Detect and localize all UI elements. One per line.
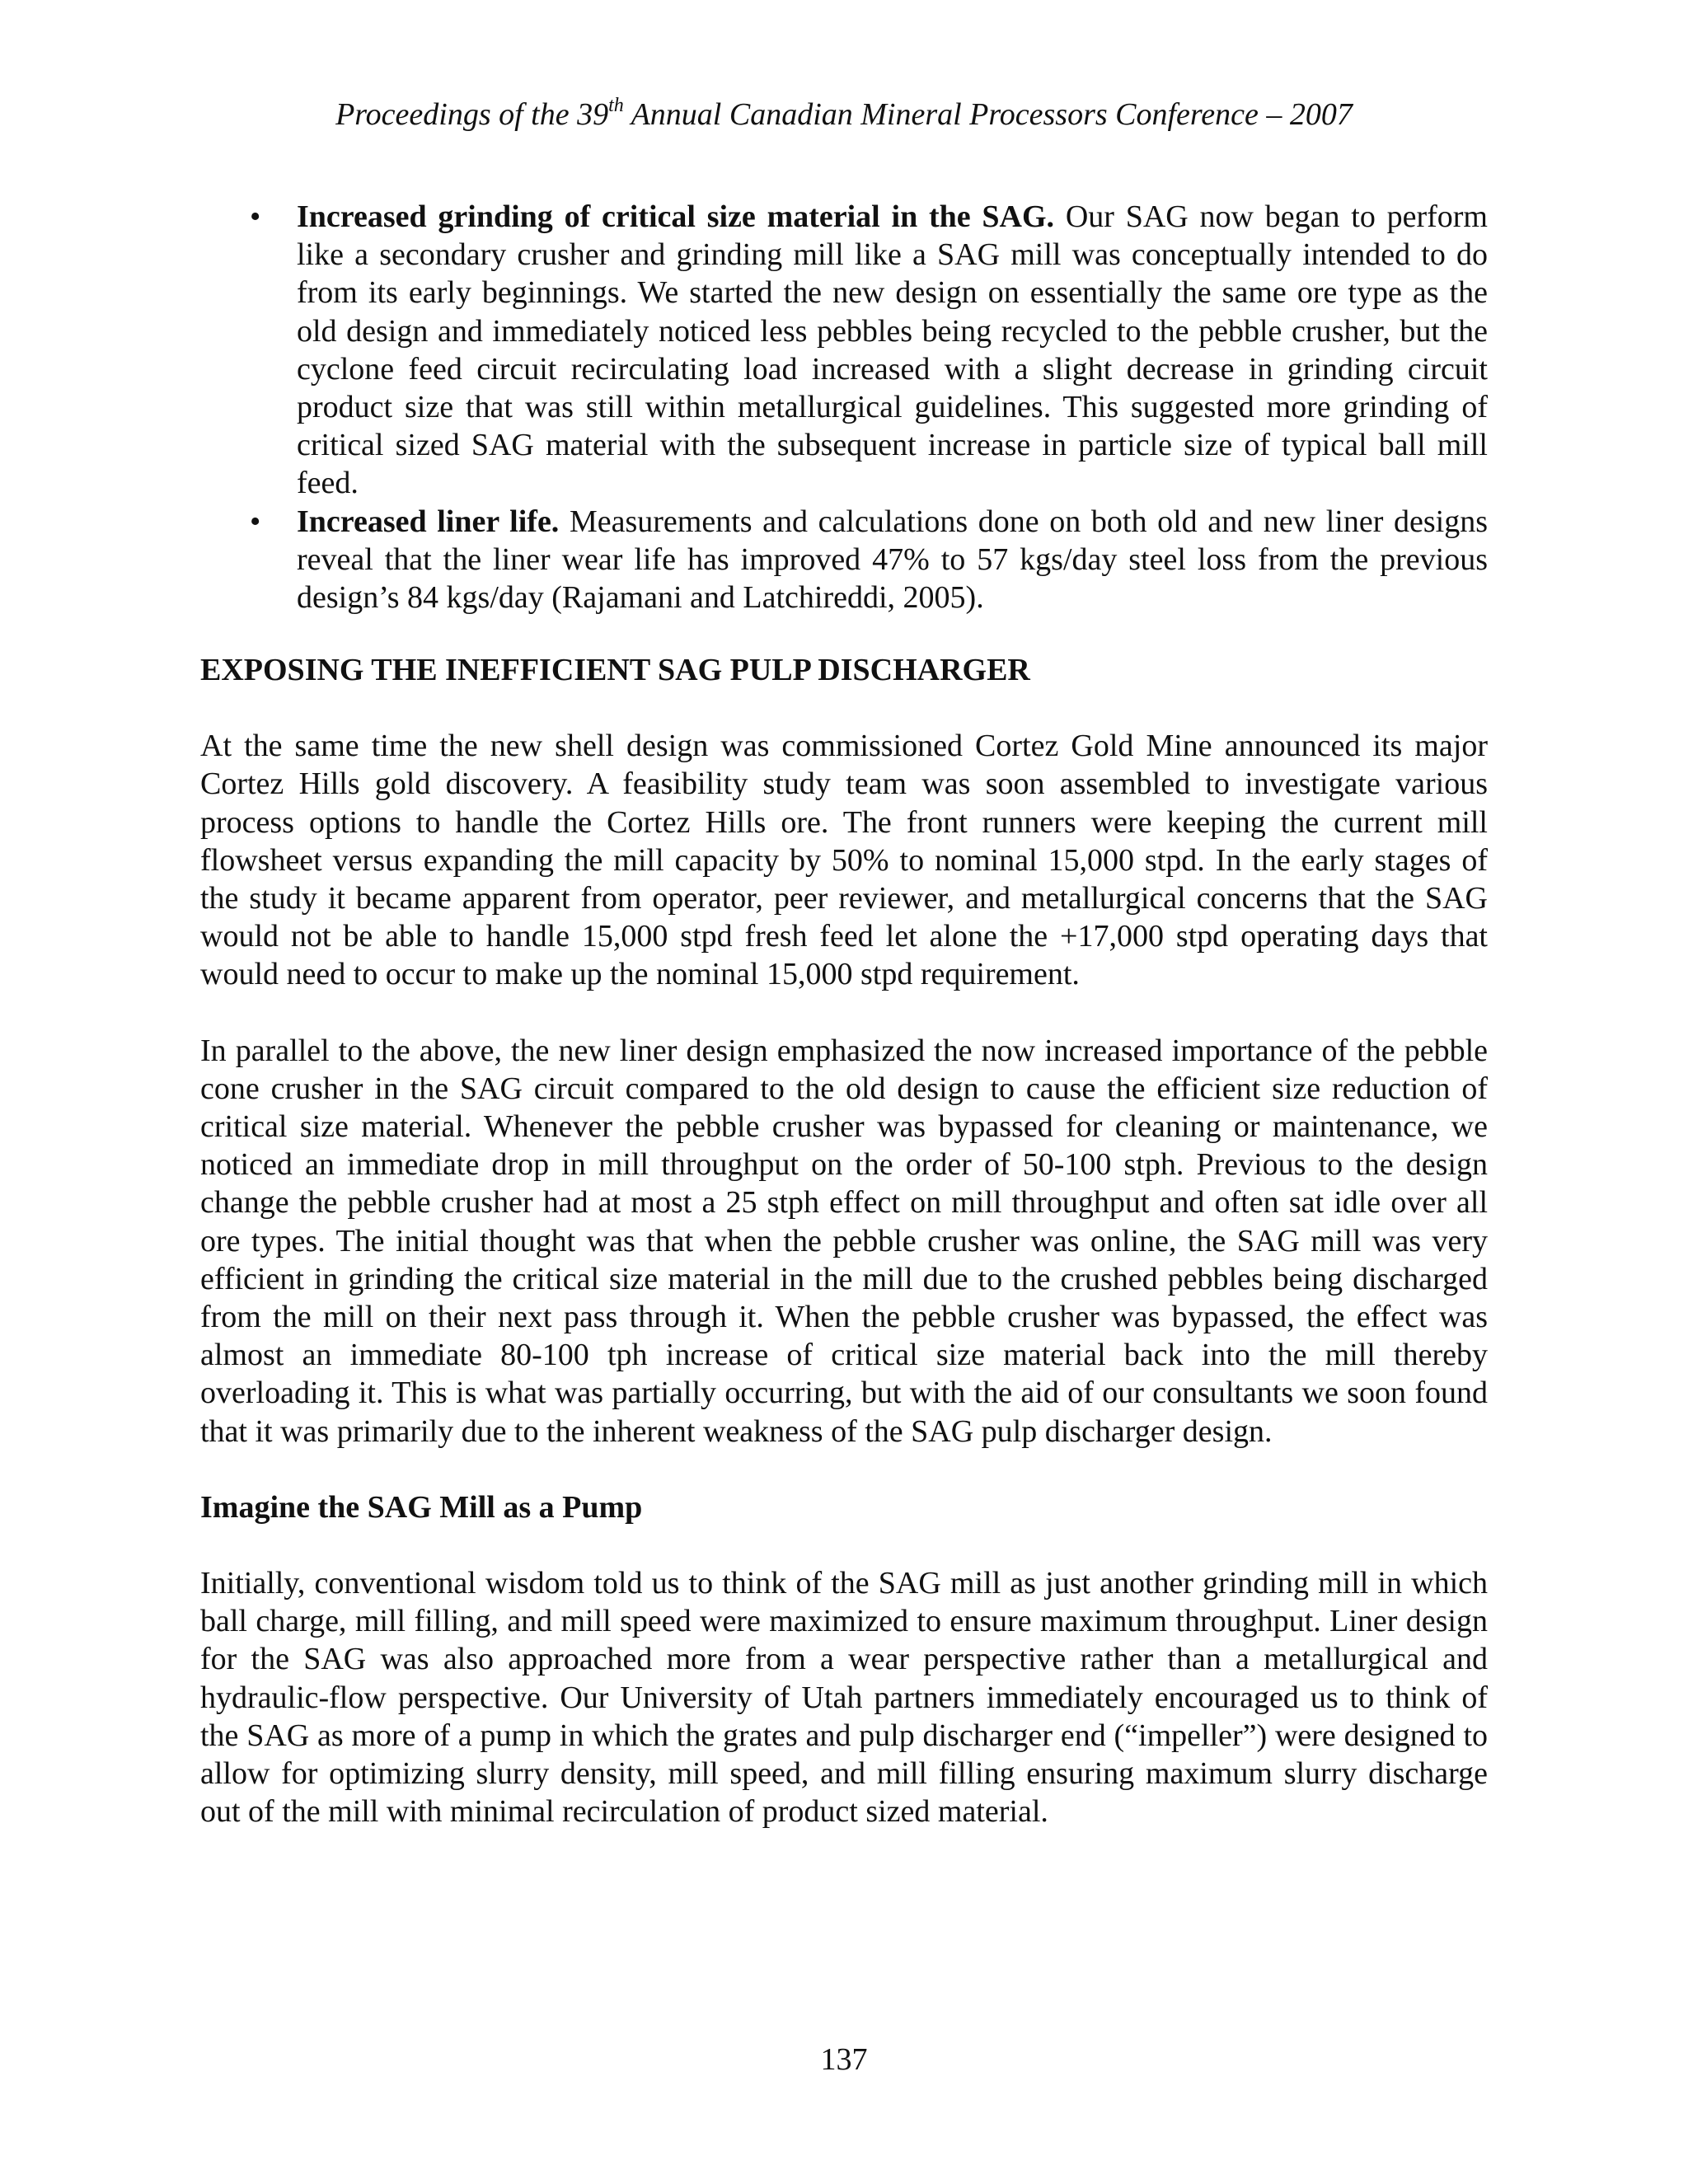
running-header-prefix: Proceedings of the 39 (335, 97, 609, 132)
bullet-text: Measurements and calculations done on both old and new liner designs reveal that the liner wear life has improved 47% to 57 kgs/day steel loss from the previous design’s 84 kgs/day (Rajamani and Latchireddi, 2005). (297, 504, 1488, 616)
body-content (200, 198, 1488, 1830)
subsection-heading: Imagine the SAG Mill as a Pump (200, 1489, 643, 1525)
bullet-icon: • (250, 199, 261, 234)
body-paragraph: At the same time the new shell design was commissioned Cortez Gold Mine announced its major Cortez Hills gold discovery. A feasibility study team was soon assembled to investigate various process options to handle the Cortez Hills ore. The front runners were keeping the current mill flowsheet versus expanding the mill capacity by 50% to nominal 15,000 stpd. In the early stages of the study it became apparent from operator, peer reviewer, and metallurgical concerns that the SAG would not be able to handle 15,000 stpd fresh feed let alone the +17,000 stpd operating days that would need to occur to make up the nominal 15,000 stpd requirement. (200, 729, 1488, 992)
running-header (0, 96, 1688, 134)
running-header-superscript: th (608, 95, 624, 116)
body-paragraph: Initially, conventional wisdom told us to think of the SAG mill as just another grinding mill in which ball charge, mill filling, and mill speed were maximized to ensure maximum throughput. Liner design for the SAG was also approached more from a wear perspective rather than a metallurgical and hydraulic-flow perspective. Our University of Utah partners immediately encouraged us to think of the SAG as more of a pump in which the grates and pulp discharger end (“impeller”) were designed to allow for optimizing slurry density, mill speed, and mill filling ensuring maximum slurry discharge out of the mill with minimal recirculation of product sized material. (200, 1565, 1488, 1830)
bullet-list (200, 198, 1488, 616)
bullet-lead-bold: Increased grinding of critical size material in the SAG. (297, 199, 1055, 234)
running-header-suffix: Annual Canadian Mineral Processors Conference – 2007 (623, 97, 1353, 132)
bullet-icon: • (250, 504, 261, 539)
page-number: 137 (820, 2042, 868, 2077)
bullet-lead-bold: Increased liner life. (297, 504, 560, 539)
bullet-item (200, 503, 1488, 617)
section-heading: EXPOSING THE INEFFICIENT SAG PULP DISCHARGER (200, 653, 1030, 688)
body-paragraph: In parallel to the above, the new liner design emphasized the now increased importance of the pebble cone crusher in the SAG circuit compared to the old design to cause the efficient size reduction of critical size material. Whenever the pebble crusher was bypassed for cleaning or maintenance, we noticed an immediate drop in mill throughput on the order of 50-100 stph. Previous to the design change the pebble crusher had at most a 25 stph effect on mill throughput and often sat idle over all ore types. The initial thought was that when the pebble crusher was online, the SAG mill was very efficient in grinding the critical size material in the mill due to the crushed pebbles being discharged from the mill on their next pass through it. When the pebble crusher was bypassed, the effect was almost an immediate 80-100 tph increase of critical size material back into the mill thereby overloading it. This is what was partially occurring, but with the aid of our consultants we soon found that it was primarily due to the inherent weakness of the SAG pulp discharger design. (200, 1033, 1488, 1449)
bullet-text: Our SAG now began to perform like a secondary crusher and grinding mill like a SAG mill was conceptually intended to do from its early beginnings. We started the new design on essentially the same ore type as the old design and immediately noticed less pebbles being recycled to the pebble crusher, but the cyclone feed circuit recirculating load increased with a slight decrease in grinding circuit product size that was still within metallurgical guidelines. This suggested more grinding of critical sized SAG material with the subsequent increase in particle size of typical ball mill feed. (297, 199, 1488, 501)
bullet-item (200, 198, 1488, 503)
